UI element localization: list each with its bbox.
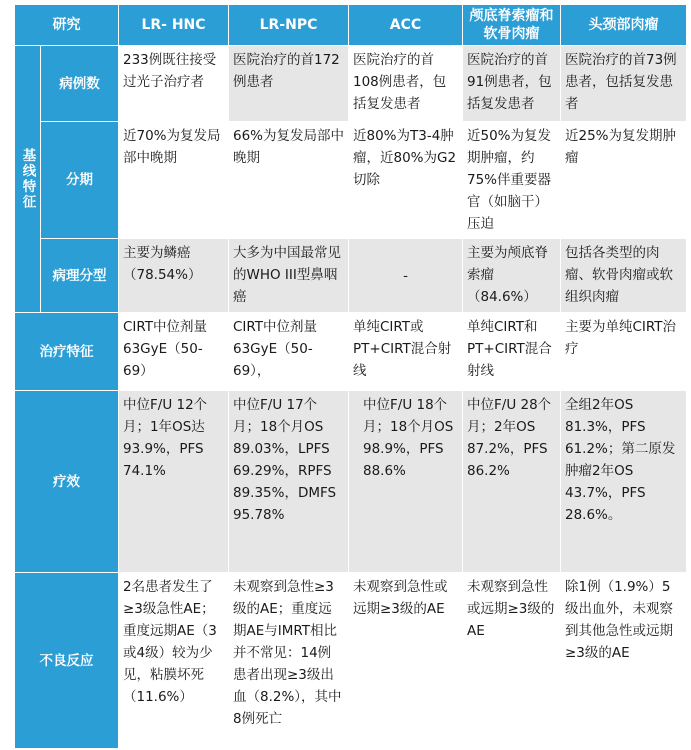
header-lr-npc: LR-NPC (229, 5, 349, 46)
cell-efficacy-lr-npc: 中位F/U 17个月；18个月OS 89.03%，LPFS 69.29%，RPFS 89.35%，DMFS 95.78% (229, 391, 349, 573)
cell-adverse-acc: 未观察到急性或远期≥3级的AE (349, 573, 463, 749)
row-stage (15, 122, 687, 239)
comparison-table (14, 4, 687, 749)
cell-cases-lr-npc: 医院治疗的首172例患者 (229, 46, 349, 122)
label-cases: 病例数 (41, 46, 119, 122)
label-efficacy: 疗效 (15, 391, 119, 573)
cell-efficacy-acc: 中位F/U 18个月；18个月OS 98.9%，PFS 88.6% (349, 391, 463, 573)
cell-stage-lr-npc: 66%为复发局部中晚期 (229, 122, 349, 239)
label-stage: 分期 (41, 122, 119, 239)
cell-cases-skull-base: 医院治疗的首91例患者，包括复发患者 (463, 46, 561, 122)
cell-treatment-sarcoma: 主要为单纯CIRT治疗 (561, 313, 687, 391)
header-row (15, 5, 687, 46)
cell-pathology-skull-base: 主要为颅底脊索瘤（84.6%） (463, 239, 561, 313)
header-study: 研究 (15, 5, 119, 46)
label-adverse: 不良反应 (15, 573, 119, 749)
cell-pathology-sarcoma: 包括各类型的肉瘤、软骨肉瘤或软组织肉瘤 (561, 239, 687, 313)
cell-efficacy-lr-hnc: 中位F/U 12个月；1年OS达93.9%，PFS 74.1% (119, 391, 229, 573)
cell-efficacy-skull-base: 中位F/U 28个月；2年OS 87.2%，PFS 86.2% (463, 391, 561, 573)
row-cases (15, 46, 687, 122)
cell-treatment-skull-base: 单纯CIRT和PT+CIRT混合射线 (463, 313, 561, 391)
label-treatment: 治疗特征 (15, 313, 119, 391)
row-treatment (15, 313, 687, 391)
cell-treatment-lr-hnc: CIRT中位剂量63GyE（50-69） (119, 313, 229, 391)
group-baseline: 基线特征 (15, 46, 41, 313)
header-acc: ACC (349, 5, 463, 46)
cell-adverse-sarcoma: 除1例（1.9%）5级出血外，未观察到其他急性或远期≥3级的AE (561, 573, 687, 749)
header-lr-hnc: LR- HNC (119, 5, 229, 46)
cell-cases-sarcoma: 医院治疗的首73例患者，包括复发患者 (561, 46, 687, 122)
cell-adverse-skull-base: 未观察到急性或远期≥3级的AE (463, 573, 561, 749)
cell-treatment-acc: 单纯CIRT或PT+CIRT混合射线 (349, 313, 463, 391)
cell-pathology-acc: - (349, 239, 463, 313)
cell-stage-skull-base: 近50%为复发期肿瘤，约75%伴重要器官（如脑干）压迫 (463, 122, 561, 239)
header-skull-base: 颅底脊索瘤和软骨肉瘤 (463, 5, 561, 46)
row-pathology (15, 239, 687, 313)
cell-efficacy-sarcoma: 全组2年OS 81.3%，PFS 61.2%；第二原发肿瘤2年OS 43.7%，PFS 28.6%。 (561, 391, 687, 573)
cell-adverse-lr-hnc: 2名患者发生了≥3级急性AE；重度远期AE（3或4级）较为少见，粘膜坏死（11.6%） (119, 573, 229, 749)
cell-treatment-lr-npc: CIRT中位剂量63GyE（50-69）， (229, 313, 349, 391)
cell-pathology-lr-npc: 大多为中国最常见的WHO III型鼻咽癌 (229, 239, 349, 313)
cell-adverse-lr-npc: 未观察到急性≥3级的AE；重度远期AE与IMRT相比并不常见：14例患者出现≥3级出血（8.2%），其中8例死亡 (229, 573, 349, 749)
cell-stage-sarcoma: 近25%为复发期肿瘤 (561, 122, 687, 239)
cell-stage-acc: 近80%为T3-4肿瘤，近80%为G2切除 (349, 122, 463, 239)
row-efficacy (15, 391, 687, 573)
cell-pathology-lr-hnc: 主要为鳞癌（78.54%） (119, 239, 229, 313)
cell-stage-lr-hnc: 近70%为复发局部中晚期 (119, 122, 229, 239)
cell-cases-lr-hnc: 233例既往接受过光子治疗者 (119, 46, 229, 122)
label-pathology: 病理分型 (41, 239, 119, 313)
row-adverse (15, 573, 687, 749)
header-sarcoma: 头颈部肉瘤 (561, 5, 687, 46)
cell-cases-acc: 医院治疗的首108例患者，包括复发患者 (349, 46, 463, 122)
